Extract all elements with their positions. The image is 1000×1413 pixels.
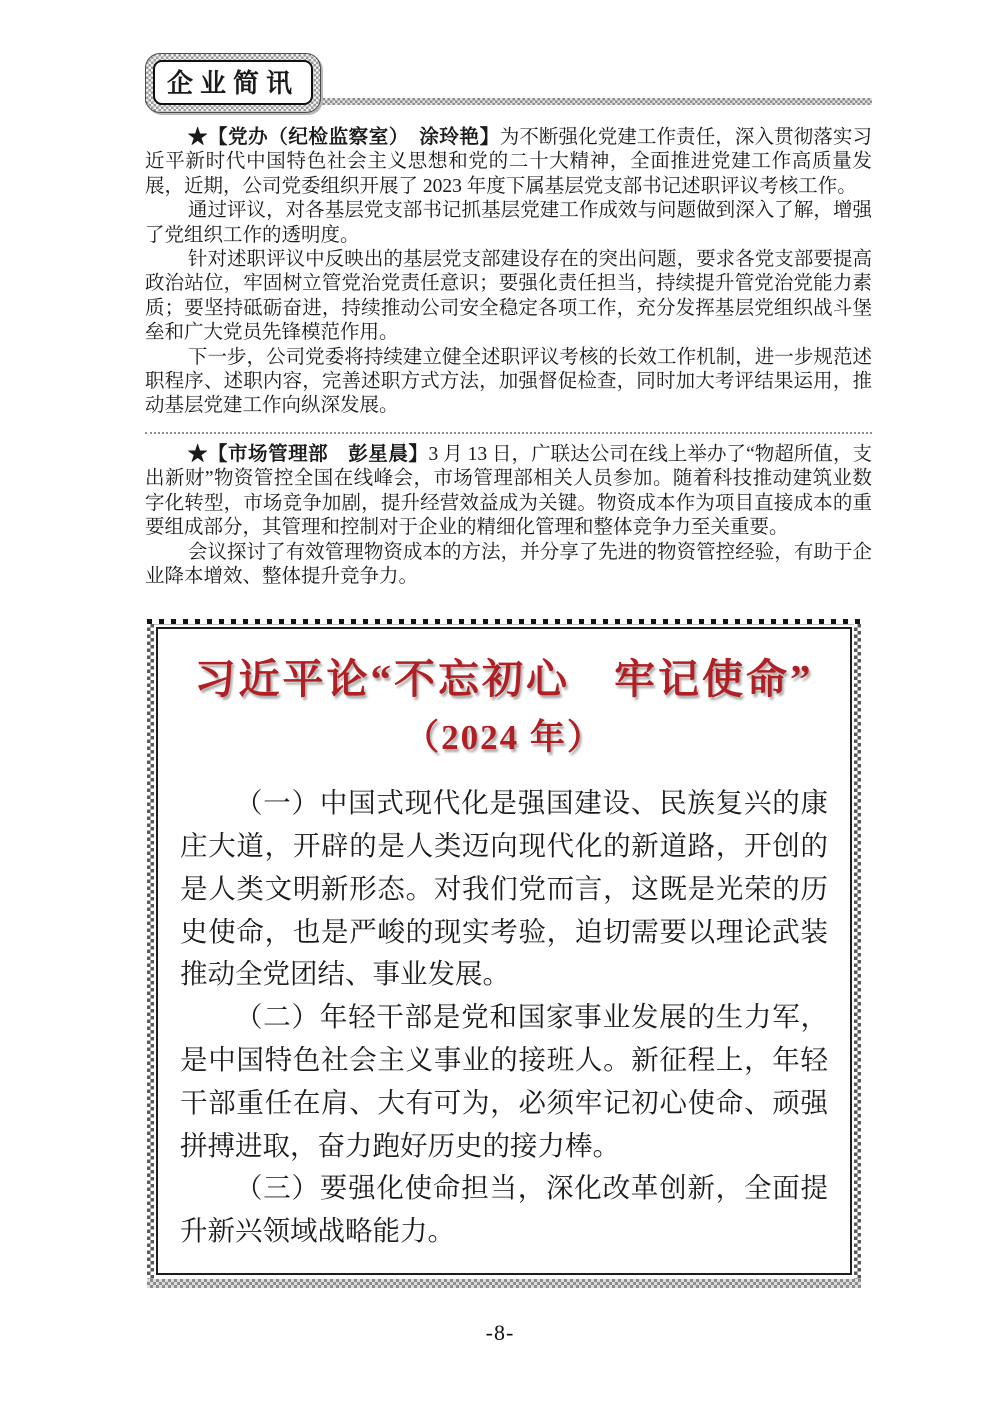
quote-box-subtitle: （2024 年）: [404, 717, 604, 757]
content-column: [145, 126, 872, 1288]
quote-paragraph: （二）年轻干部是党和国家事业发展的生力军，是中国特色社会主义事业的接班人。新征程上，年轻干部重任在肩、大有可为，必须牢记初心使命、顽强拼搏进取，奋力跑好历史的接力棒。: [180, 1001, 828, 1161]
news-item-1-paragraph: 通过评议，对各基层党支部书记抓基层党建工作成效与问题做到深入了解，增强了党组织工作的透明度。: [145, 200, 872, 246]
quote-box-border-top: [147, 619, 861, 625]
badge-label: 企业简讯: [153, 60, 313, 105]
quote-box: [147, 619, 861, 1288]
quote-box-title: 习近平论“不忘初心 牢记使命”: [194, 656, 814, 703]
section-separator: [145, 432, 872, 434]
quote-paragraph: （一）中国式现代化是强国建设、民族复兴的康庄大道，开辟的是人类迈向现代化的新道路，开创的是人类文明新形态。对我们党而言，这既是光荣的历史使命，也是严峻的现实考验，迫切需要以理论武装推动全党团结、事业发展。: [180, 787, 828, 990]
news-item-1-paragraph: 下一步，公司党委将持续建立健全述职评议考核的长效工作机制，进一步规范述职程序、述职内容，完善述职方式方法，加强督促检查，同时加大考评结果运用，推动基层党建工作向纵深发展。: [145, 346, 872, 417]
news-item-2-lead-text: 3 月 13 日，广联达公司在线上举办了“物超所值，支出新财”物资管控全国在线峰会，市场管理部相关人员参加。随着科技推动建筑业数字化转型，市场竞争加剧，提升经营效益成为关键。物资成本作为项目直接成本的重要组成部分，其管理和控制对于企业的精细化管理和整体竞争力至关重要。: [145, 443, 872, 539]
news-item-2-paragraph: 会议探讨了有效管理物资成本的方法，并分享了先进的物资管控经验，有助于企业降本增效、整体提升竞争力。: [145, 541, 872, 587]
quote-box-border-bottom: [147, 1279, 861, 1288]
quote-box-inner: [156, 627, 852, 1275]
quote-box-border-right: [854, 624, 861, 1279]
news-item-1-paragraph: 针对述职评议中反映出的基层党支部建设存在的突出问题，要求各党支部要提高政治站位，牢固树立管党治党责任意识；要强化责任担当，持续提升管党治党能力素质；要坚持砥砺奋进，持续推动公司安全稳定各项工作，充分发挥基层党组织战斗堡垒和广大党员先锋模范作用。: [145, 249, 872, 344]
news-item-1-lead: [145, 126, 872, 199]
news-item-2-lead: [145, 443, 872, 541]
news-item-1-header: ★【党办（纪检监察室） 涂玲艳】: [187, 127, 500, 148]
news-item-2-header: ★【市场管理部 彭星晨】: [187, 443, 429, 465]
page-header: [145, 53, 872, 105]
news-item-1-lead-text: 为不断强化党建工作责任，深入贯彻落实习近平新时代中国特色社会主义思想和党的二十大精神，全面推进党建工作高质量发展，近期，公司党委组织开展了 2023 年度下属基层党支部书记述职评议考核工作。: [145, 127, 872, 197]
quote-box-body: [180, 782, 828, 1253]
page-number: -8-: [485, 1320, 515, 1345]
quote-paragraph: （三）要强化使命担当，深化改革创新，全面提升新兴领域战略能力。: [180, 1172, 828, 1247]
quote-box-border-left: [147, 624, 154, 1279]
newsletter-badge: [145, 53, 321, 113]
